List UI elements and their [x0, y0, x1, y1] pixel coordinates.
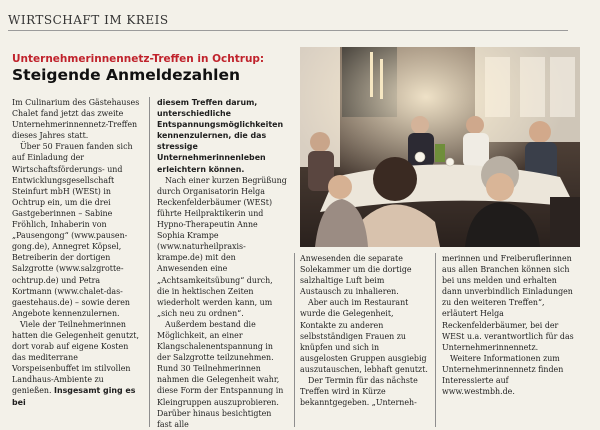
column-divider	[149, 97, 150, 427]
article-kicker: Unternehmerinnennetz-Treffen in Ochtrup:	[12, 53, 265, 65]
paragraph: Aber auch im Restaurant wurde die Gelegenheit, Kontakte zu anderen selbstständigen Frauen zu knüpfen und sich in ausgelosten Gruppen ausgiebig auszutauschen, lebhaft genutzt.	[300, 298, 428, 374]
paragraph: Weitere Informationen zum Unternehmerinnennetz finden Interessierte auf www.westmbh.de.	[442, 353, 564, 397]
paragraph: Außerdem bestand die Möglichkeit, an einer Klangschalenentspannung in der Salzgrotte teilzunehmen. Rund 30 Teilnehmerinnen nahmen die Gelegenheit wahr, diese Form der Entspannung in Kleingruppen auszuprobieren. Darüber hinaus besichtigten fast alle	[157, 319, 284, 429]
bold-text: Insgesamt ging es bei	[12, 386, 136, 407]
column-divider	[294, 253, 295, 427]
article-headline: Steigende Anmeldezahlen	[12, 66, 241, 84]
bold-paragraph: diesem Treffen darum, unterschiedliche Entspannungsmöglichkeiten kennenzulernen, die das stressige Unternehmerinnenleben erleichtern können.	[157, 98, 284, 174]
article-column-2	[157, 97, 287, 430]
event-photo-illustration	[300, 47, 580, 247]
column-divider	[435, 253, 436, 427]
paragraph	[12, 319, 140, 408]
paragraph: Über 50 Frauen fanden sich auf Einladung der Wirtschaftsförderungs- und Entwicklungsgesellschaft Steinfurt mbH (WESt) in Ochtrup ein, um die drei Gastgeberinnen – Sabine Fröhlich, Inhaberin von „Pausengong“ (www.pausen-gong.de), Annegret Köpsel, Betreiberin der dortigen Salzgrotte (www.salzgrotte-ochtrup.de) und Petra Kortmann (www.chalet-das-gaestehaus.de) – sowie deren Angebote kennenzulernen.	[12, 142, 133, 318]
article-column-3	[300, 253, 428, 408]
paragraph-text: Viele der Teilnehmerinnen hatten die Gelegenheit genutzt, dort vorab auf eigene Kosten das mediterrane Vorspeisenbuffet im stilvollen Landhaus-Ambiente zu genießen.	[12, 319, 139, 396]
paragraph: Der Termin für das nächste Treffen wird in Kürze bekanntgegeben. „Unterneh-	[300, 376, 418, 408]
paragraph: Im Culinarium des Gästehauses Chalet fand jetzt das zweite Unternehmerinnennetz-Treffen dieses Jahres statt.	[12, 98, 140, 141]
article-column-1	[12, 97, 140, 408]
event-photo	[300, 47, 580, 247]
paragraph: merinnen und Freiberuflerinnen aus allen Branchen können sich bei uns melden und erhalten dann unverbindlich Einladungen zu den weiteren Treffen“, erläutert Helga Reckenfelderbäumer, bei der WESt u.a. verantwortlich für das Unternehmerinnennetz.	[442, 254, 574, 352]
paragraph: Nach einer kurzen Begrüßung durch Organisatorin Helga Reckenfelderbäumer (WESt) führte Heilpraktikerin und Hypno-Therapeutin Anne Sophia Krampe (www.naturheilpraxis-krampe.de) mit den Anwesenden eine „Achtsamkeitsübung“ durch, die in hektischen Zeiten wiederholt werden kann, um „sich neu zu ordnen“.	[157, 175, 287, 318]
article-column-4	[442, 253, 574, 397]
section-header: WIRTSCHAFT IM KREIS	[8, 13, 169, 27]
header-divider	[8, 30, 568, 31]
paragraph: Anwesenden die separate Solekammer um die dortige salzhaltige Luft beim Austausch zu inhalieren.	[300, 254, 412, 297]
